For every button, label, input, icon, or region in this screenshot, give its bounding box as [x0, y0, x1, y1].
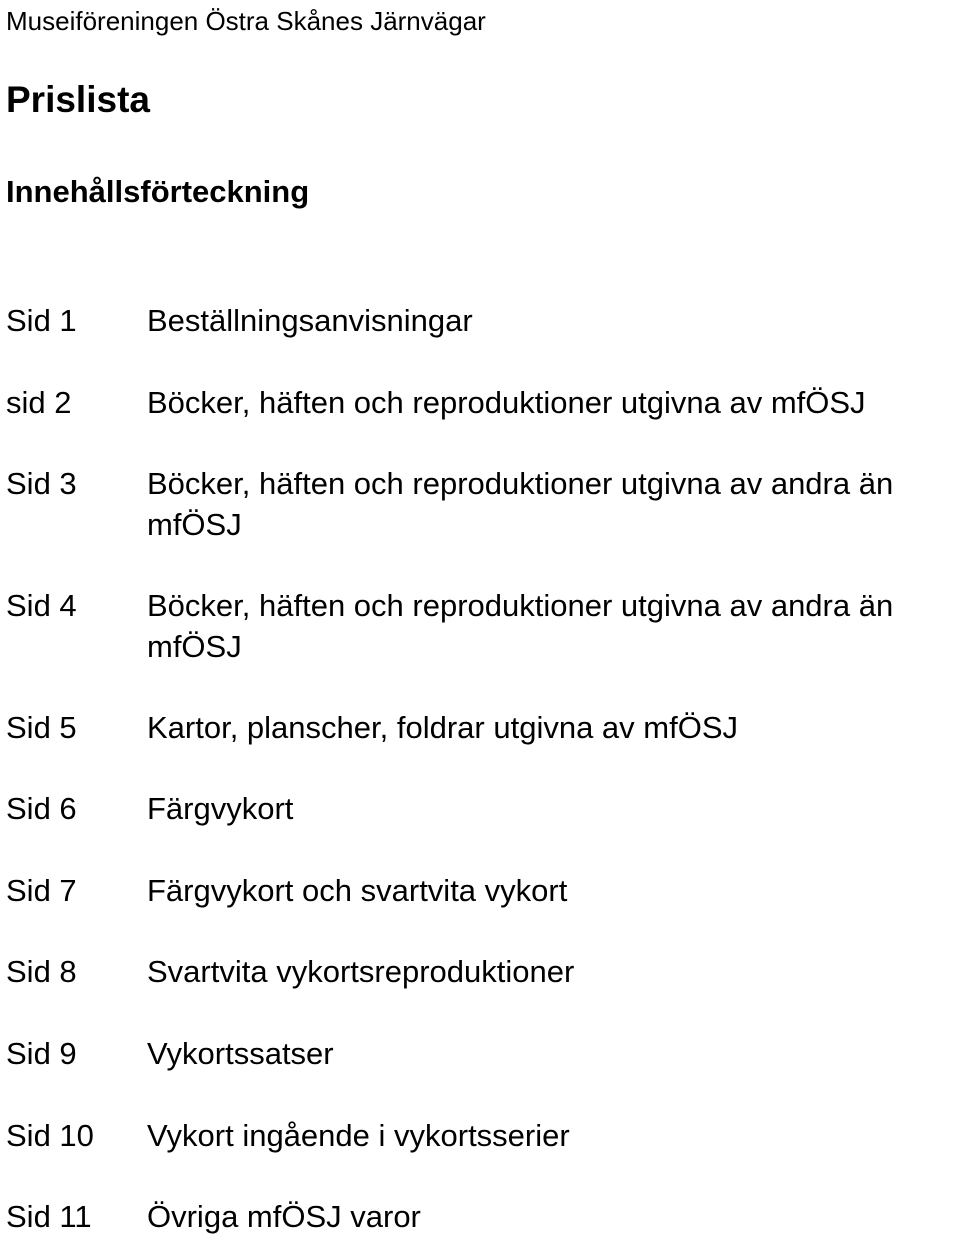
organization-name: Museiföreningen Östra Skånes Järnvägar — [6, 6, 486, 36]
toc-page-number: Sid 9 — [6, 1036, 77, 1071]
toc-page-number: Sid 5 — [6, 710, 77, 745]
toc-page-number: Sid 7 — [6, 873, 77, 908]
toc-page-number: Sid 1 — [6, 303, 77, 338]
toc-page-number: Sid 10 — [6, 1118, 94, 1153]
toc-heading: Innehållsförteckning — [6, 174, 310, 209]
toc-entry-text: Böcker, häften och reproduktioner utgivna av mfÖSJ — [147, 385, 866, 420]
toc-entry-text: Svartvita vykortsreproduktioner — [147, 954, 575, 989]
toc-page-number: Sid 3 — [6, 466, 77, 501]
toc-entry-text: Kartor, planscher, foldrar utgivna av mfÖSJ — [147, 710, 738, 745]
toc-entry-text: Böcker, häften och reproduktioner utgivna av andra än mfÖSJ — [147, 588, 894, 664]
toc-page-number: sid 2 — [6, 385, 72, 420]
toc-entry-text: Färgvykort — [147, 791, 294, 826]
toc-page-number: Sid 4 — [6, 588, 77, 623]
toc-entry-text: Vykortssatser — [147, 1036, 334, 1071]
toc-page-number: Sid 6 — [6, 791, 77, 826]
toc-entry-text: Vykort ingående i vykortsserier — [147, 1118, 570, 1153]
toc-entry-text: Färgvykort och svartvita vykort — [147, 873, 568, 908]
toc-entry-text: Böcker, häften och reproduktioner utgivna av andra än mfÖSJ — [147, 466, 894, 542]
toc-entry-text: Övriga mfÖSJ varor — [147, 1199, 421, 1234]
toc-page-number: Sid 8 — [6, 954, 77, 989]
page-title: Prislista — [6, 79, 150, 120]
toc-entry-text: Beställningsanvisningar — [147, 303, 473, 338]
toc-page-number: Sid 11 — [6, 1199, 92, 1234]
